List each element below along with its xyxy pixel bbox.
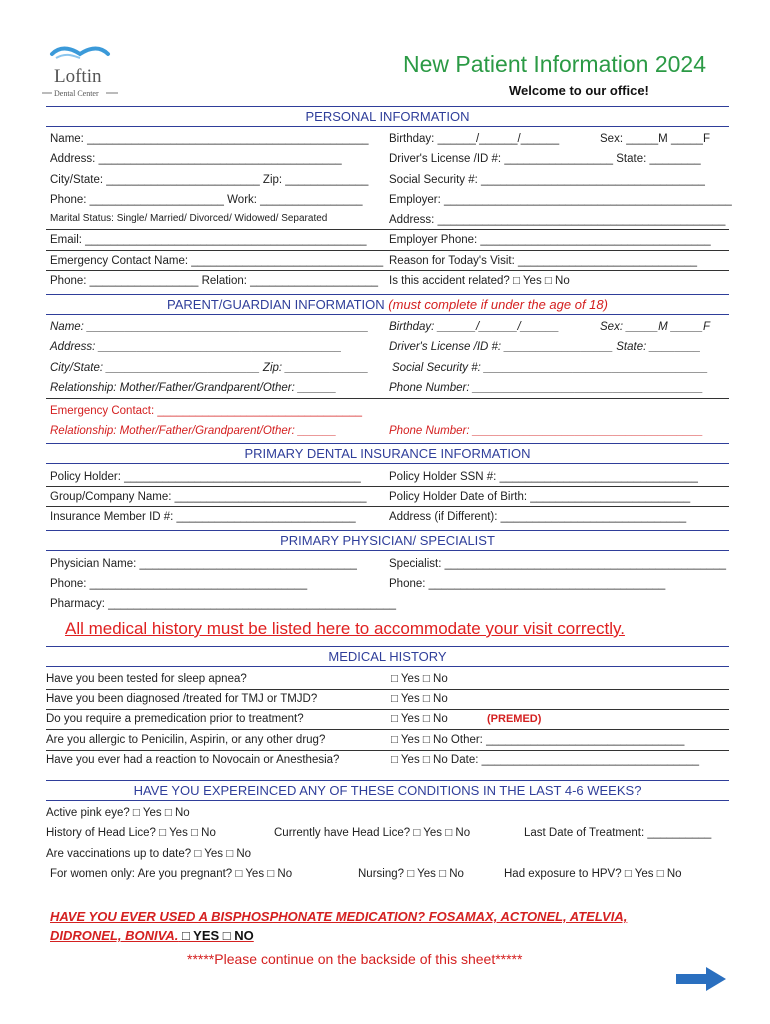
welcome-text: Welcome to our office!	[509, 83, 649, 98]
bisphosphonate-question: HAVE YOU EVER USED A BISPHOSPHONATE MEDICATION? FOSAMAX, ACTONEL, ATELVIA,	[50, 909, 628, 924]
patient-employer-field[interactable]: Employer: _____________________________________________	[389, 194, 732, 206]
sleep-apnea-question: Have you been tested for sleep apnea?	[46, 673, 247, 685]
specialist-field[interactable]: Specialist: ____________________________________________	[389, 558, 727, 570]
tmj-question: Have you been diagnosed /treated for TMJ or TMJD?	[46, 693, 318, 705]
logo-subtitle: Dental Center	[54, 89, 99, 98]
patient-name-field[interactable]: Name: ____________________________________________	[50, 133, 369, 145]
hpv-exposure-checkbox[interactable]: Had exposure to HPV? □ Yes □ No	[504, 868, 682, 880]
bisphosphonate-checkbox[interactable]: □ YES □ NO	[178, 928, 254, 943]
marital-status-field[interactable]: Marital Status: Single/ Married/ Divorced/ Widowed/ Separated	[50, 213, 328, 224]
sleep-apnea-checkbox[interactable]: □ Yes □ No	[391, 673, 448, 685]
section-personal-information: PERSONAL INFORMATION	[46, 106, 729, 127]
guardian-city-state-field[interactable]: City/State: ________________________ Zip: _____________	[50, 362, 369, 374]
physician-phone-field[interactable]: Phone: __________________________________	[50, 578, 308, 590]
specialist-phone-field[interactable]: Phone: _____________________________________	[389, 578, 666, 590]
patient-city-state-field[interactable]: City/State: ________________________ Zip: _____________	[50, 174, 369, 186]
guardian-birthday-field[interactable]: Birthday: ______/______/______	[389, 321, 560, 333]
patient-email-field[interactable]: Email: ____________________________________________	[50, 234, 367, 246]
current-head-lice-checkbox[interactable]: Currently have Head Lice? □ Yes □ No	[274, 827, 471, 839]
policy-holder-field[interactable]: Policy Holder: _____________________________________	[50, 471, 361, 483]
anesthesia-question: Have you ever had a reaction to Novocain or Anesthesia?	[46, 754, 340, 766]
patient-license-field[interactable]: Driver's License /ID #: _________________ State: ________	[389, 153, 701, 165]
vaccinations-checkbox[interactable]: Are vaccinations up to date? □ Yes □ No	[46, 848, 252, 860]
insurance-member-id-field[interactable]: Insurance Member ID #: ____________________________	[50, 511, 356, 523]
divider	[46, 229, 729, 230]
divider	[46, 486, 729, 487]
guardian-relationship-field[interactable]: Relationship: Mother/Father/Grandparent/Other: ______	[50, 382, 337, 394]
divider	[46, 270, 729, 271]
emergency-phone-relation-field[interactable]: Phone: _________________ Relation: ____________________	[50, 275, 379, 287]
parent-note: (must complete if under the age of 18)	[388, 297, 608, 312]
accident-related-checkbox[interactable]: Is this accident related? □ Yes □ No	[389, 275, 570, 287]
section-physician: PRIMARY PHYSICIAN/ SPECIALIST	[46, 530, 729, 551]
insurance-address-field[interactable]: Address (if Different): _____________________________	[389, 511, 687, 523]
patient-ssn-field[interactable]: Social Security #: ___________________________________	[389, 174, 705, 186]
emergency-contact-field[interactable]: Emergency Contact Name: ______________________________	[50, 255, 384, 267]
lice-treatment-date-field[interactable]: Last Date of Treatment: __________	[524, 827, 712, 839]
premed-label: (PREMED)	[487, 713, 542, 725]
patient-phone-work-field[interactable]: Phone: _____________________ Work: ________________	[50, 194, 363, 206]
premedication-question: Do you require a premedication prior to treatment?	[46, 713, 304, 725]
employer-address-field[interactable]: Address: _____________________________________________	[389, 214, 726, 226]
logo-name: Loftin	[54, 66, 102, 87]
right-arrow-icon	[676, 967, 726, 991]
guardian-license-field[interactable]: Driver's License /ID #: _________________ State: ________	[389, 341, 701, 353]
guardian-emergency-contact-field[interactable]: Emergency Contact: ________________________________	[50, 405, 363, 417]
nursing-checkbox[interactable]: Nursing? □ Yes □ No	[358, 868, 464, 880]
head-lice-history-checkbox[interactable]: History of Head Lice? □ Yes □ No	[46, 827, 216, 839]
page-title: New Patient Information 2024	[403, 51, 707, 77]
allergy-checkbox[interactable]: □ Yes □ No Other: _______________________________	[391, 734, 685, 746]
premedication-checkbox[interactable]: □ Yes □ No	[391, 713, 448, 725]
guardian-emergency-relationship-field[interactable]: Relationship: Mother/Father/Grandparent/Other: ______	[50, 425, 337, 437]
group-company-field[interactable]: Group/Company Name: ______________________________	[50, 491, 367, 503]
section-medical-history: MEDICAL HISTORY	[46, 646, 729, 667]
pregnant-checkbox[interactable]: For women only: Are you pregnant? □ Yes □ No	[50, 868, 293, 880]
tmj-checkbox[interactable]: □ Yes □ No	[391, 693, 448, 705]
policy-holder-dob-field[interactable]: Policy Holder Date of Birth: _________________________	[389, 491, 691, 503]
divider	[46, 709, 729, 710]
pharmacy-field[interactable]: Pharmacy: _____________________________________________	[50, 598, 396, 610]
physician-name-field[interactable]: Physician Name: __________________________________	[50, 558, 357, 570]
section-recent-conditions: HAVE YOU EXPEREINCED ANY OF THESE CONDITIONS IN THE LAST 4-6 WEEKS?	[46, 780, 729, 801]
guardian-name-field[interactable]: Name: ____________________________________________	[50, 321, 369, 333]
anesthesia-checkbox[interactable]: □ Yes □ No Date: __________________________________	[391, 754, 700, 766]
divider	[46, 729, 729, 730]
divider	[46, 750, 729, 751]
employer-phone-field[interactable]: Employer Phone: ____________________________________	[389, 234, 711, 246]
section-dental-insurance: PRIMARY DENTAL INSURANCE INFORMATION	[46, 443, 729, 464]
bisphosphonate-question-cont: DIDRONEL, BONIVA. □ YES □ NO	[50, 928, 254, 943]
guardian-address-field[interactable]: Address: ______________________________________	[50, 341, 342, 353]
guardian-ssn-field[interactable]: Social Security #: ___________________________________	[392, 362, 708, 374]
visit-reason-field[interactable]: Reason for Today's Visit: ____________________________	[389, 255, 698, 267]
guardian-phone-field[interactable]: Phone Number: ____________________________________	[389, 382, 703, 394]
divider	[46, 689, 729, 690]
patient-sex-field[interactable]: Sex: _____M _____F	[600, 133, 710, 145]
medical-history-banner: All medical history must be listed here to accommodate your visit correctly.	[65, 619, 625, 638]
patient-birthday-field[interactable]: Birthday: ______/______/______	[389, 133, 560, 145]
divider	[46, 506, 729, 507]
section-parent-guardian: PARENT/GUARDIAN INFORMATION (must complete if under the age of 18)	[46, 294, 729, 315]
divider	[46, 250, 729, 251]
guardian-sex-field[interactable]: Sex: _____M _____F	[600, 321, 710, 333]
pink-eye-checkbox[interactable]: Active pink eye? □ Yes □ No	[46, 807, 190, 819]
loftin-logo	[40, 44, 120, 100]
guardian-emergency-phone-field[interactable]: Phone Number: ____________________________________	[389, 425, 703, 437]
patient-address-field[interactable]: Address: ______________________________________	[50, 153, 342, 165]
allergy-question: Are you allergic to Penicilin, Aspirin, or any other drug?	[46, 734, 326, 746]
policy-holder-ssn-field[interactable]: Policy Holder SSN #: _______________________________	[389, 471, 698, 483]
divider	[46, 398, 729, 399]
continue-note: *****Please continue on the backside of this sheet*****	[187, 951, 523, 967]
